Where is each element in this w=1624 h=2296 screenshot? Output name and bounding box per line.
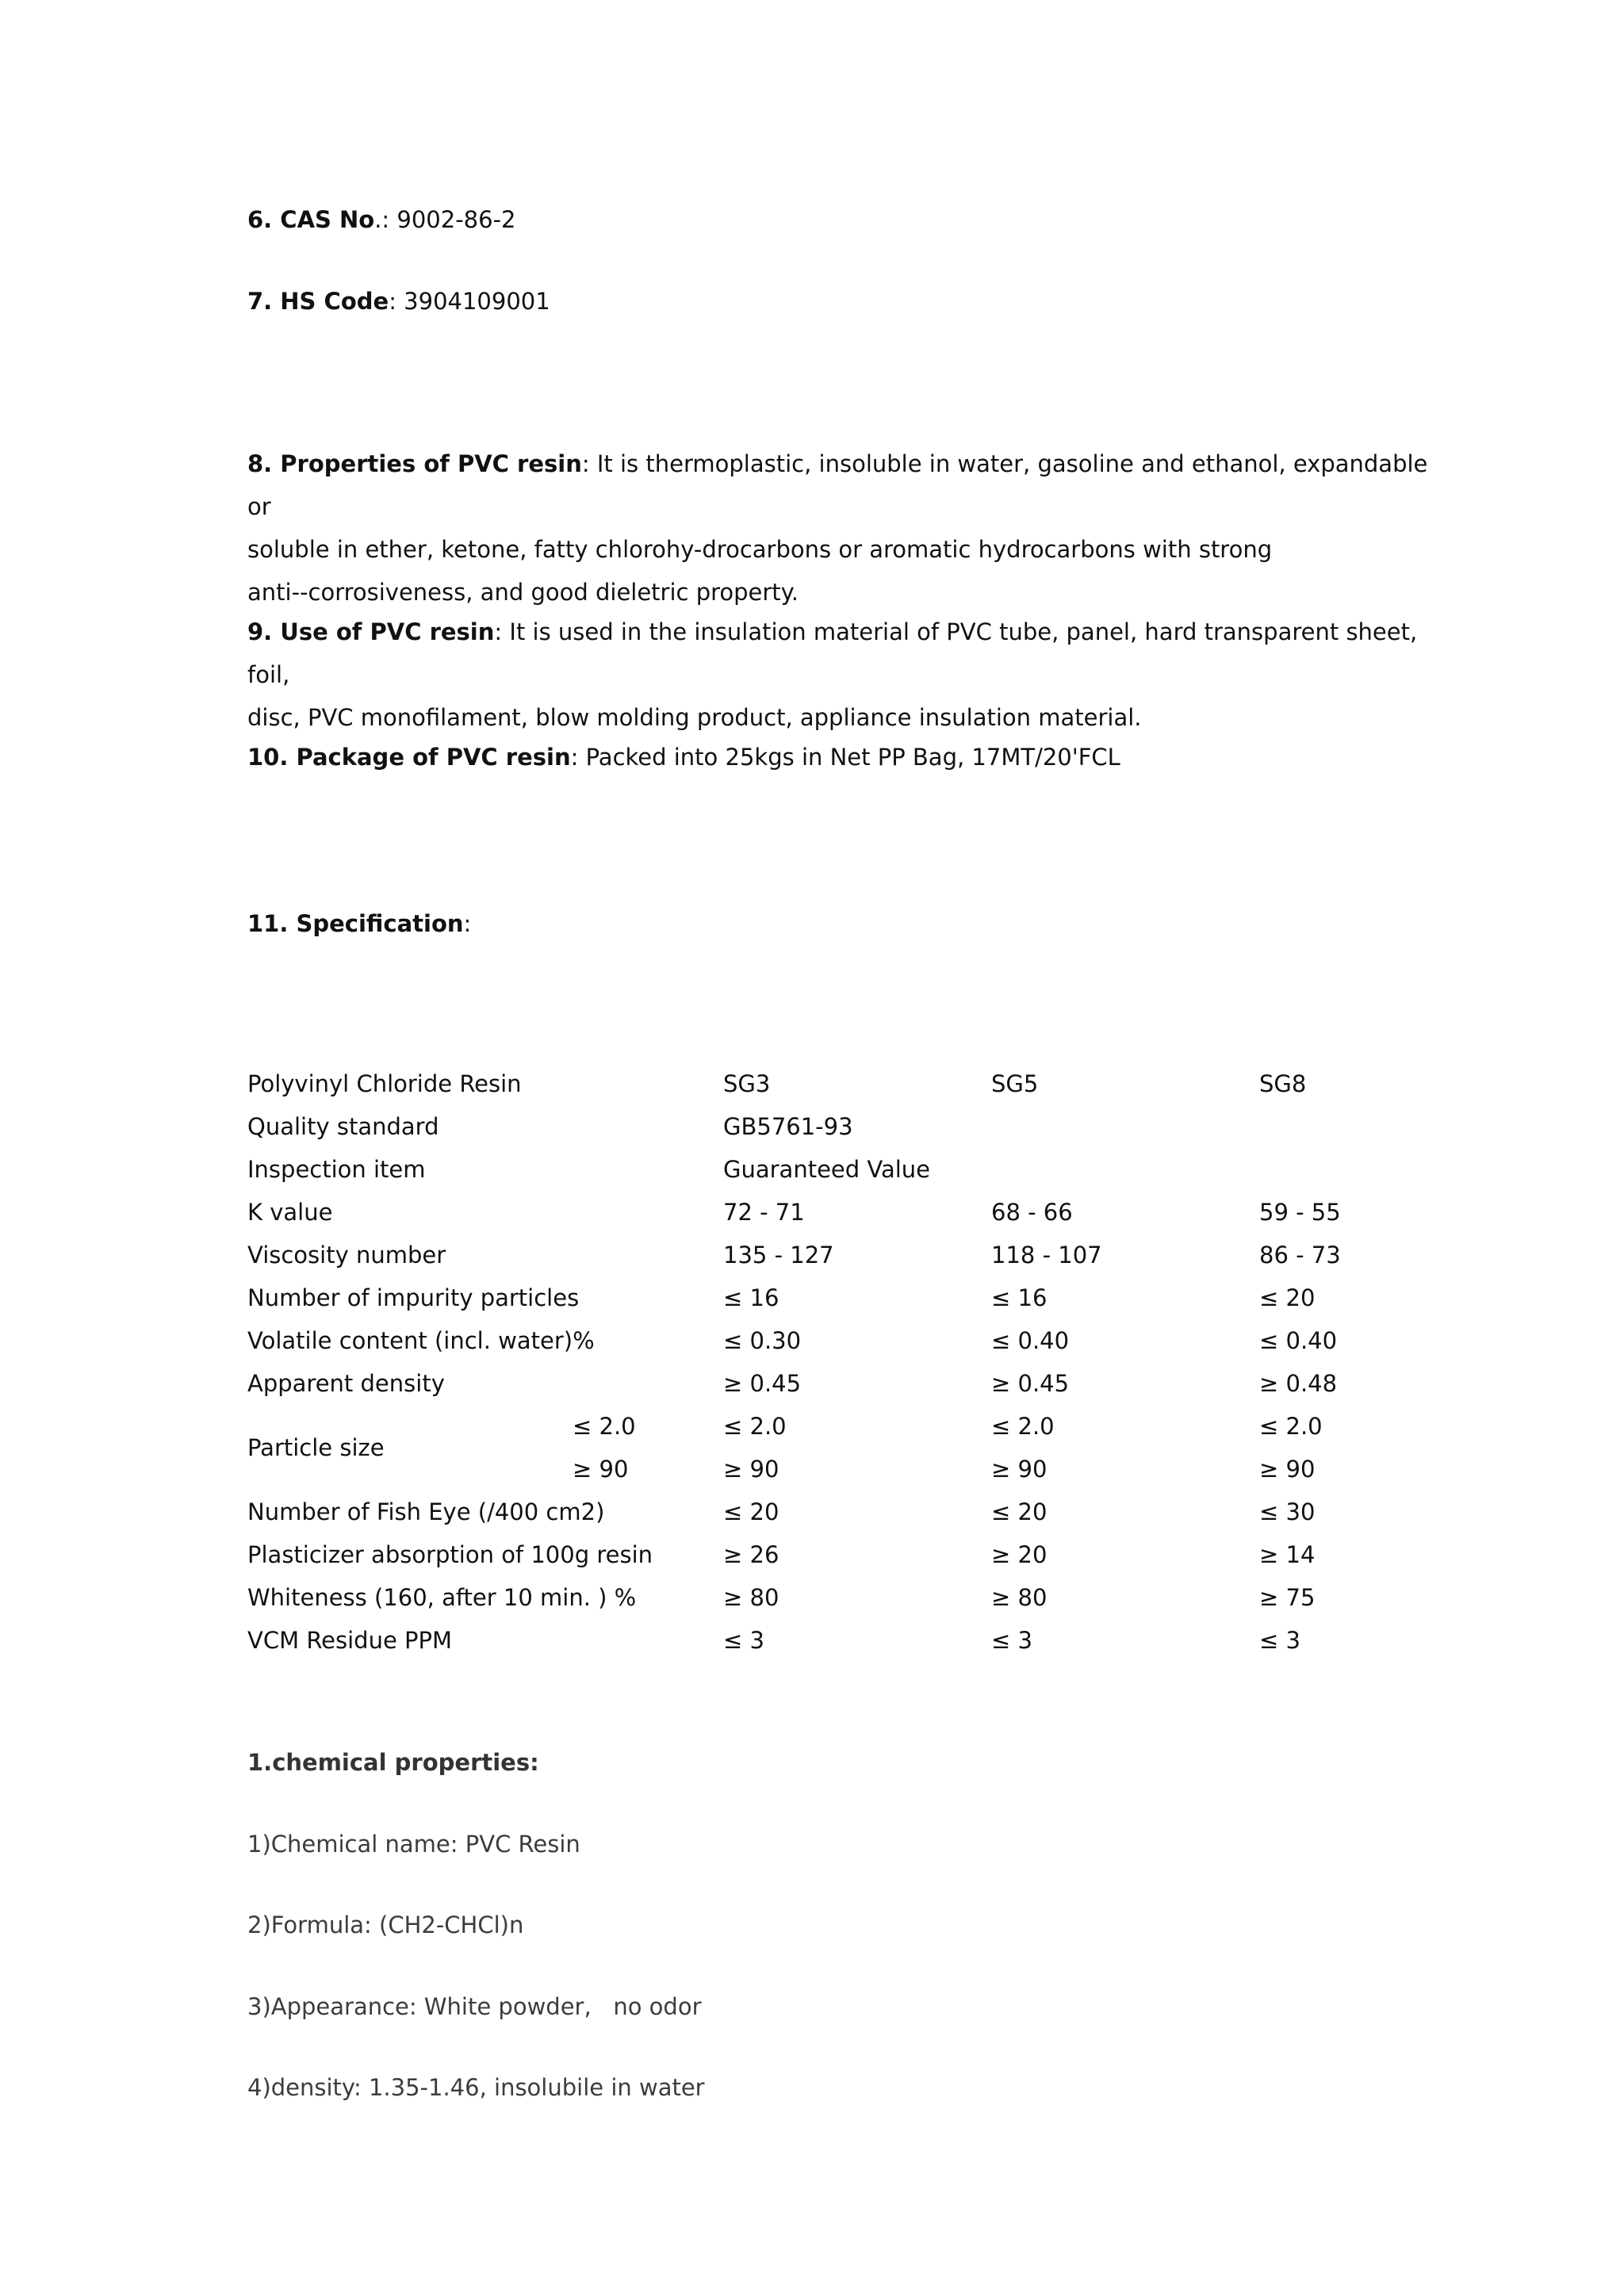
table-row: Apparent density ≥ 0.45 ≥ 0.45 ≥ 0.48	[247, 1370, 1338, 1397]
table-header-row: Polyvinyl Chloride Resin SG3 SG5 SG8	[247, 1070, 1307, 1097]
table-row: Volatile content (incl. water)% ≤ 0.30 ≤ 0.40 ≤ 0.40	[247, 1327, 1338, 1354]
properties-paragraph: 8. Properties of PVC resin: It is thermoplastic, insoluble in water, gasoline and ethanol, expandable or soluble in ether, ketone, fatty chlorohy-drocarbons or aromatic hydrocarbons with strong anti--corrosiveness, and good dieletric property.	[247, 450, 1428, 606]
table-row: Number of Fish Eye (/400 cm2) ≤ 20 ≤ 20 ≤ 30	[247, 1498, 1316, 1525]
chemical-properties-heading: 1.chemical properties:	[247, 1749, 539, 1776]
table-row: Whiteness (160, after 10 min. ) % ≥ 80 ≥ 80 ≥ 75	[247, 1584, 1316, 1611]
hs-code: 7. HS Code: 3904109001	[247, 288, 550, 315]
chemical-density: 4)density: 1.35-1.46, insolubile in water	[247, 2074, 705, 2101]
chemical-formula: 2)Formula: (CH2-CHCl)n	[247, 1911, 524, 1938]
table-row: Plasticizer absorption of 100g resin ≥ 26 ≥ 20 ≥ 14	[247, 1541, 1316, 1568]
cas-number: 6. CAS No.: 9002-86-2	[247, 206, 516, 233]
table-row-particle-size: ≥ 90 ≥ 90 ≥ 90 ≥ 90	[573, 1456, 1316, 1483]
specification-heading: 11. Specification:	[247, 910, 472, 937]
chemical-appearance: 3)Appearance: White powder, no odor	[247, 1993, 702, 2020]
table-row-particle-size: Particle size ≤ 2.0 ≤ 2.0 ≤ 2.0 ≤ 2.0	[247, 1413, 1323, 1461]
chemical-name: 1)Chemical name: PVC Resin	[247, 1831, 580, 1858]
table-row: K value 72 - 71 68 - 66 59 - 55	[247, 1199, 1341, 1226]
table-row: Number of impurity particles ≤ 16 ≤ 16 ≤ 20	[247, 1284, 1316, 1311]
table-row: Quality standard GB5761-93	[247, 1113, 853, 1140]
use-paragraph: 9. Use of PVC resin: It is used in the insulation material of PVC tube, panel, hard transparent sheet, foil, disc, PVC monofilament, blow molding product, appliance insulation material.	[247, 618, 1418, 731]
table-row: Viscosity number 135 - 127 118 - 107 86 - 73	[247, 1242, 1341, 1269]
package-paragraph: 10. Package of PVC resin: Packed into 25kgs in Net PP Bag, 17MT/20'FCL	[247, 744, 1120, 771]
table-row: VCM Residue PPM ≤ 3 ≤ 3 ≤ 3	[247, 1627, 1300, 1654]
specification-table	[247, 1062, 1418, 1662]
table-row: Inspection item Guaranteed Value	[247, 1156, 931, 1183]
